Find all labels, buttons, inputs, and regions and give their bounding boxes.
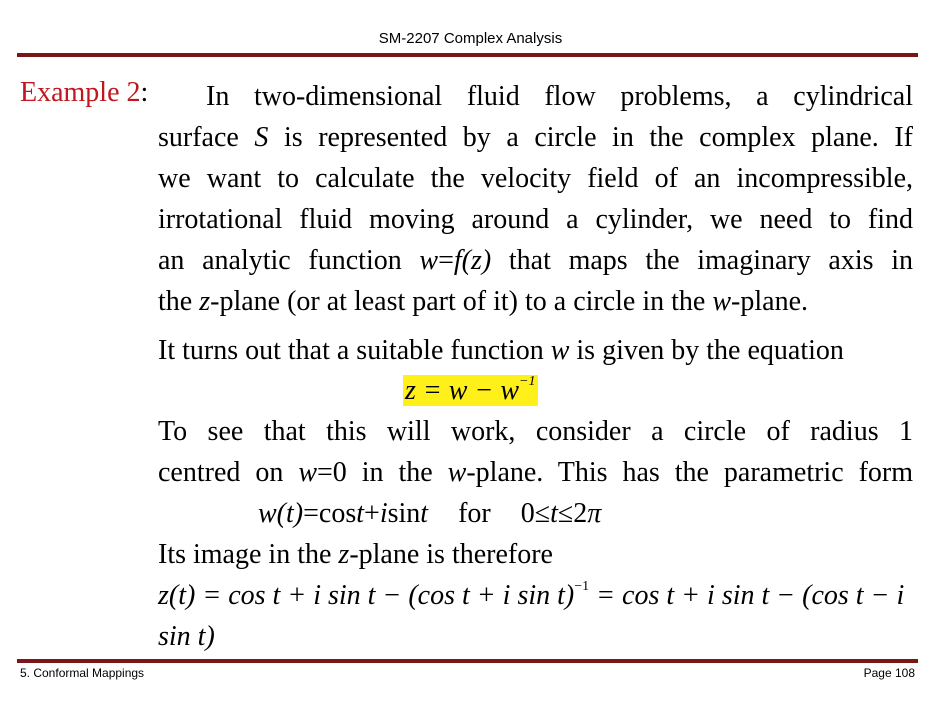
image-equation xyxy=(158,575,913,657)
footer-rule xyxy=(17,659,918,663)
symbol-z: (z) xyxy=(461,245,492,276)
eq-lhs: w(t) xyxy=(258,498,304,529)
eq-part: ≤2 xyxy=(557,498,588,529)
text-run: -plane. This has the parametric form xyxy=(466,457,914,488)
equation-highlight xyxy=(403,375,538,406)
symbol-w: w xyxy=(419,245,439,276)
symbol-z: z xyxy=(338,539,350,570)
para4 xyxy=(158,534,913,575)
page-header-title: SM-2207 Complex Analysis xyxy=(378,30,563,47)
footer-page-number: Page 108 xyxy=(863,666,915,680)
eq-var: t xyxy=(420,498,429,529)
para2 xyxy=(158,330,913,371)
symbol-z: z xyxy=(199,286,211,317)
text-run: -plane (or at least part of it) to a circle in the xyxy=(210,286,713,317)
equation-text: = cos t + i sin t − (cos t − i sin t) xyxy=(158,580,905,652)
text-run: centred on xyxy=(158,457,299,488)
equation-exponent: −1 xyxy=(519,374,536,389)
para1-line3: we want to calculate the velocity field of an incompressible, xyxy=(158,163,913,194)
text-run: surface xyxy=(158,122,255,153)
symbol-w: w xyxy=(298,457,317,488)
symbol-w: w xyxy=(550,335,570,366)
para3-line1: To see that this will work, consider a circle of radius 1 xyxy=(158,416,913,447)
eq-pi: π xyxy=(587,498,602,529)
eq-var: t xyxy=(356,498,365,529)
parametric-equation xyxy=(158,493,913,534)
example-body xyxy=(158,76,913,657)
text-run: =0 in the xyxy=(317,457,448,488)
example-label-text: Example 2 xyxy=(20,77,141,108)
eq-part: 0≤ xyxy=(520,498,551,529)
header-rule xyxy=(17,53,918,57)
eq-part: =cos xyxy=(303,498,357,529)
eq-part: sin xyxy=(387,498,421,529)
text-run: = xyxy=(438,245,454,276)
symbol-S: S xyxy=(254,122,269,153)
example-label xyxy=(20,77,148,109)
eq-for: for xyxy=(458,498,491,529)
symbol-f: f xyxy=(453,245,462,276)
symbol-w: w xyxy=(447,457,467,488)
equation-text: z = w − w xyxy=(405,375,520,406)
para1-line6 xyxy=(158,281,913,322)
equation-exponent: −1 xyxy=(574,579,590,594)
text-run: the xyxy=(158,286,200,317)
para1-line2 xyxy=(158,117,913,158)
text-run: It turns out that a suitable function xyxy=(158,335,551,366)
equation-text: z(t) = cos t + i sin t − (cos t + i sin t) xyxy=(158,580,575,611)
text-run: an analytic function xyxy=(158,245,420,276)
para3-line2 xyxy=(158,452,913,493)
example-colon: : xyxy=(140,77,149,108)
text-run: -plane is therefore xyxy=(349,539,553,570)
para1-line4: irrotational fluid moving around a cylinder, we need to find xyxy=(158,204,913,235)
text-run: is given by the equation xyxy=(569,335,844,366)
text-run: -plane. xyxy=(731,286,809,317)
footer-chapter: 5. Conformal Mappings xyxy=(20,666,145,680)
symbol-w: w xyxy=(712,286,732,317)
para1-line1: In two-dimensional fluid flow problems, a cylindrical xyxy=(206,81,913,112)
eq-part: + xyxy=(364,498,380,529)
text-run: is represented by a circle in the complex plane. If xyxy=(268,122,913,153)
equation-highlighted xyxy=(158,371,913,411)
text-run: that maps the imaginary axis in xyxy=(491,245,913,276)
eq-var: t xyxy=(550,498,558,529)
text-run: Its image in the xyxy=(158,539,339,570)
eq-var: i xyxy=(379,498,388,529)
para1-line5 xyxy=(158,240,913,281)
